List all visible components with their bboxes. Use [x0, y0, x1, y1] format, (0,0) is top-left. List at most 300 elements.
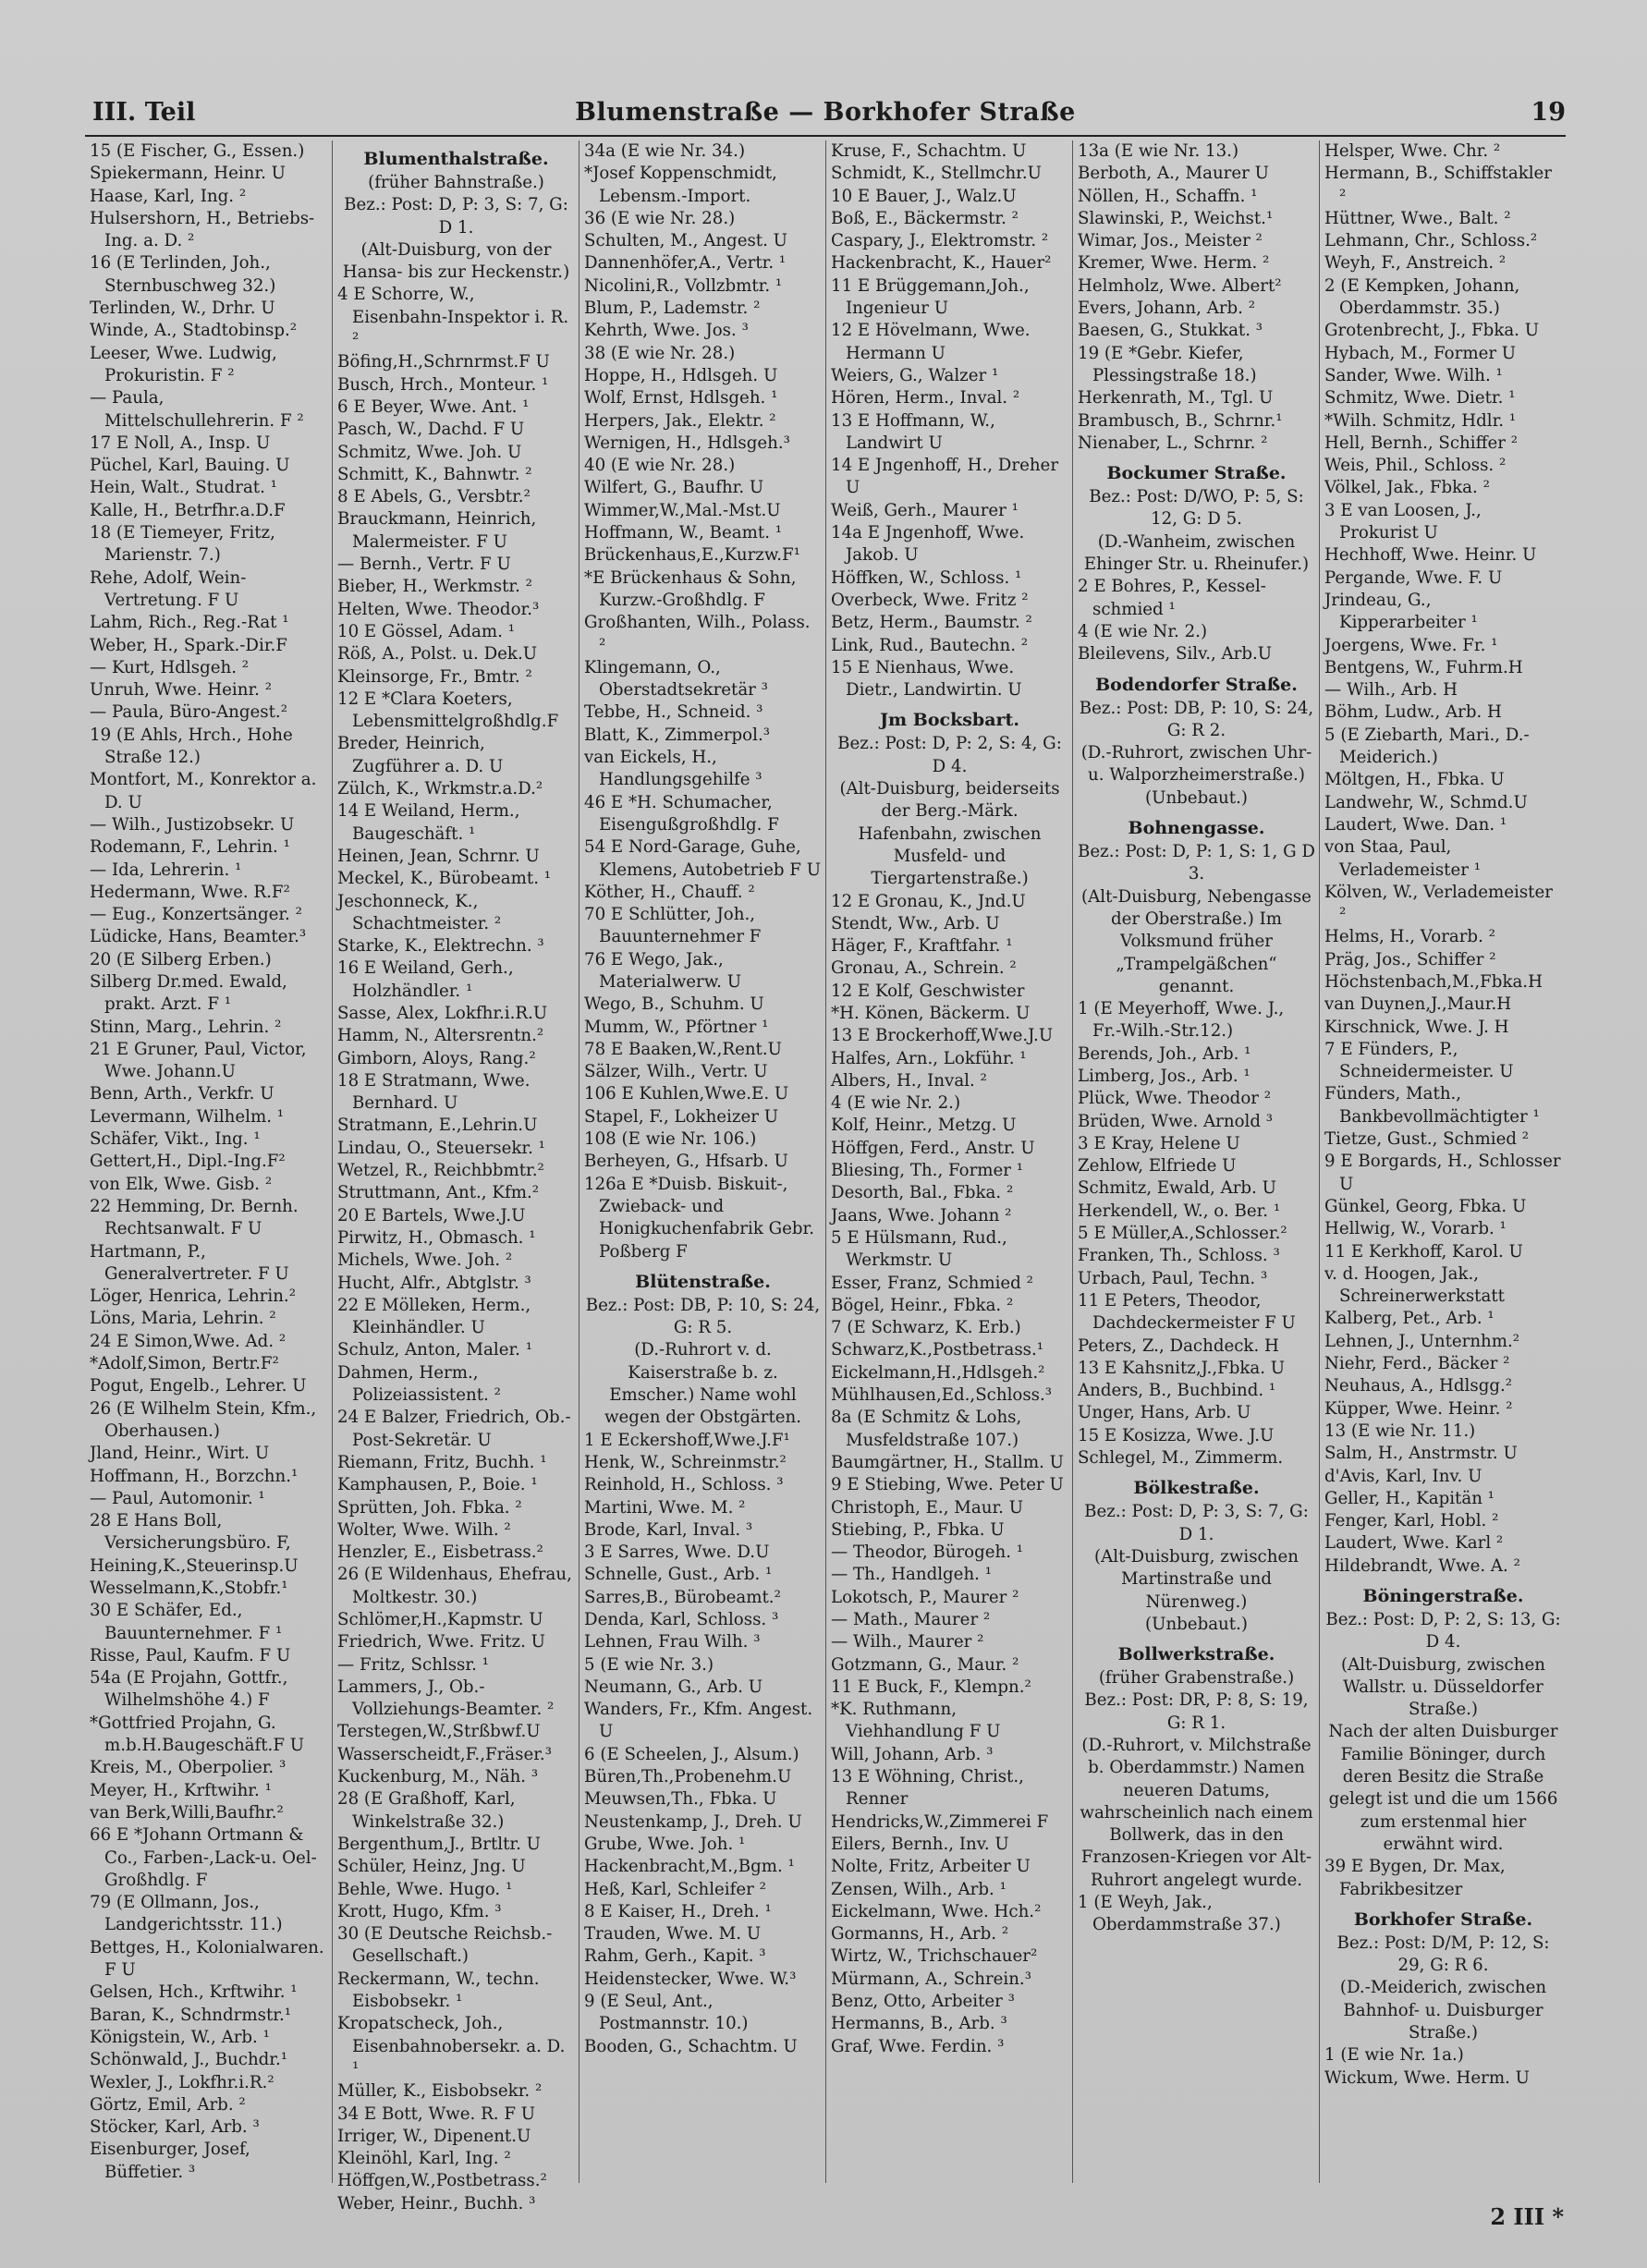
street-note: (D.-Ruhrort v. d. Kaiserstraße b. z. Emscher.) Name wohl wegen der Obstgärten. [604, 1340, 802, 1428]
directory-entry: Haase, Karl, Ing. ² [90, 186, 247, 206]
directory-entry: Brückenhaus,E.,Kurzw.F¹ [584, 545, 800, 566]
street-note: Bez.: Post: D/M, P: 12, S: 29, G: R 6. [1336, 1933, 1550, 1976]
directory-entry: Plück, Wwe. Theodor ² [1078, 1089, 1272, 1109]
directory-entry: Schmitz, Ewald, Arb. U [1078, 1178, 1276, 1199]
directory-entry: Schwarz,K.,Postbetrass.¹ [831, 1340, 1044, 1360]
directory-entry: Leeser, Wwe. Ludwig, Prokuristin. F ² [90, 343, 277, 385]
street-note: Bez.: Post: DB, P: 10, S: 24, G: R 2. [1079, 698, 1314, 740]
directory-entry: Sälzer, Wilh., Vertr. U [584, 1062, 768, 1082]
directory-entry: Tietze, Gust., Schmied ² [1324, 1129, 1530, 1150]
directory-entry: Kleinsorge, Fr., Bmtr. ² [337, 666, 532, 687]
directory-entry: 6 (E Scheelen, J., Alsum.) [584, 1744, 799, 1764]
directory-entry: Lehnen, Frau Wilh. ³ [584, 1632, 761, 1652]
directory-entry: Weiers, G., Walzer ¹ [831, 365, 999, 385]
directory-entry: — Paula, Büro-Angest.² [90, 702, 288, 723]
directory-entry: Neuhaus, A., Hdlsgg.² [1324, 1376, 1513, 1396]
directory-entry: Helsper, Wwe. Chr. ² [1324, 141, 1501, 161]
directory-entry: 79 (E Ollmann, Jos., Landgerichtsstr. 11.) [90, 1893, 283, 1935]
directory-entry: Grube, Wwe. Joh. ¹ [584, 1834, 746, 1854]
directory-entry: 21 E Gruner, Paul, Victor, Wwe. Johann.U [90, 1039, 307, 1082]
directory-entry: 13a (E wie Nr. 13.) [1078, 141, 1239, 161]
directory-entry: Silberg Dr.med. Ewald, prakt. Arzt. F ¹ [90, 971, 287, 1015]
directory-entry: Hell, Bernh., Schiffer ² [1324, 433, 1519, 453]
column-5 [1072, 140, 1319, 2183]
directory-entry: Kolf, Heinr., Metzg. U [831, 1116, 1017, 1136]
directory-entry: Höffken, W., Schloss. ¹ [831, 567, 1022, 588]
street-heading: Bockumer Straße. [1106, 463, 1287, 484]
directory-entry: Breder, Heinrich, Zugführer a. D. U [337, 734, 504, 776]
directory-entry: 24 E Balzer, Friedrich, Ob.-Post-Sekretär. U [337, 1408, 571, 1450]
directory-entry: Martini, Wwe. M. ² [584, 1497, 746, 1518]
directory-entry: Nicolini,R., Vollzbmtr. ¹ [584, 275, 783, 296]
directory-entry: Bliesing, Th., Former ¹ [831, 1161, 1024, 1181]
directory-entry: Gotzmann, G., Maur. ² [831, 1654, 1019, 1675]
directory-entry: Lindau, O., Steuersekr. ¹ [337, 1138, 545, 1158]
directory-entry: 12 E Hövelmann, Wwe. Hermann U [831, 321, 1031, 363]
directory-entry: Franken, Th., Schloss. ³ [1078, 1246, 1280, 1266]
directory-entry: Zehlow, Elfriede U [1078, 1156, 1237, 1177]
directory-entry: Brauckmann, Heinrich, Malermeister. F U [337, 509, 537, 552]
directory-entry: Boß, E., Bäckermstr. ² [831, 208, 1019, 228]
directory-entry: Kalle, H., Betrfhr.a.D.F [90, 500, 286, 520]
street-note: Bez.: Post: D, P: 2, S: 4, G: D 4. [837, 734, 1062, 776]
directory-entry: Helms, H., Vorarb. ² [1324, 927, 1495, 947]
directory-entry: Christoph, E., Maur. U [831, 1497, 1024, 1518]
directory-entry: Hoppe, H., Hdlsgeh. U [584, 365, 778, 385]
street-note: Bez.: Post: D, P: 3, S: 7, G: D 1. [344, 195, 568, 238]
directory-entry: Hackenbracht, K., Hauer² [831, 253, 1052, 274]
directory-entry: 28 (E Graßhoff, Karl, Winkelstraße 32.) [337, 1789, 516, 1832]
signature-mark: 2 III * [1490, 2203, 1564, 2230]
directory-entry: Müller, K., Eisbobsekr. ² [337, 2081, 543, 2102]
directory-entry: Heß, Karl, Schleifer ² [584, 1879, 766, 1899]
directory-entry: Landwehr, W., Schmd.U [1324, 792, 1528, 812]
directory-entry: 15 E Kosizza, Wwe. J.U [1078, 1425, 1275, 1445]
page-header [85, 92, 1566, 133]
column-6 [1319, 140, 1566, 2183]
directory-entry: Lokotsch, P., Maurer ² [831, 1587, 1019, 1607]
directory-entry: Weis, Phil., Schloss. ² [1324, 456, 1507, 476]
directory-entry: Busch, Hrch., Monteur. ¹ [337, 374, 549, 395]
directory-entry: Kuckenburg, M., Näh. ³ [337, 1767, 539, 1787]
directory-entry: Brode, Karl, Inval. ³ [584, 1519, 753, 1540]
directory-entry: 70 E Schlütter, Joh., Bauunternehmer F [584, 905, 762, 947]
street-heading: Jm Bocksbart. [880, 710, 1019, 731]
street-note: (früher Grabenstraße.) [1098, 1668, 1295, 1689]
directory-entry: Hybach, M., Former U [1324, 343, 1517, 363]
directory-entry: Lüdicke, Hans, Beamter.³ [90, 927, 307, 947]
directory-entry: 1 E Eckershoff,Wwe.J.F¹ [584, 1430, 790, 1450]
directory-entry: Grotenbrecht, J., Fbka. U [1324, 321, 1540, 341]
directory-entry: Pirwitz, H., Obmasch. ¹ [337, 1227, 536, 1248]
directory-entry: *Wilh. Schmitz, Hdlr. ¹ [1324, 410, 1517, 431]
directory-entry: Bentgens, W., Fuhrm.H [1324, 657, 1523, 677]
directory-entry: d'Avis, Karl, Inv. U [1324, 1466, 1482, 1486]
street-heading: Borkhofer Straße. [1353, 1908, 1533, 1930]
directory-entry: 13 (E wie Nr. 11.) [1324, 1421, 1476, 1441]
directory-entry: Kropatscheck, Joh., Eisenbahnobersekr. a. D. ¹ [337, 2014, 566, 2079]
directory-entry: Eilers, Bernh., Inv. U [831, 1834, 1009, 1854]
street-note: (früher Bahnstraße.) [368, 173, 544, 192]
directory-entry: Brüden, Wwe. Arnold ³ [1078, 1111, 1274, 1131]
directory-entry: Bieber, H., Werkmstr. ² [337, 577, 532, 597]
directory-entry: 26 (E Wilhelm Stein, Kfm., Oberhausen.) [90, 1398, 317, 1441]
directory-entry: 1 (E Weyh, Jak., Oberdammstraße 37.) [1078, 1893, 1281, 1935]
directory-entry: 40 (E wie Nr. 28.) [584, 456, 736, 476]
directory-entry: Meuwsen,Th., Fbka. U [584, 1789, 777, 1810]
directory-entry: Will, Johann, Arb. ³ [831, 1744, 994, 1764]
directory-entry: Wasserscheidt,F.,Fräser.³ [337, 1744, 552, 1764]
directory-entry: Albers, H., Inval. ² [831, 1070, 987, 1091]
directory-entry: Dahmen, Herm., Polizeiassistent. ² [337, 1362, 501, 1406]
directory-entry: 13 E Kahsnitz,J.,Fbka. U [1078, 1358, 1286, 1378]
directory-entry: Berboth, A., Maurer U [1078, 164, 1269, 184]
directory-entry: Unruh, Wwe. Heinr. ² [90, 680, 273, 701]
directory-entry: Schlömer,H.,Kapmstr. U [337, 1610, 543, 1629]
directory-entry: — Theodor, Bürogeh. ¹ [831, 1542, 1024, 1563]
directory-entry: Eisenburger, Josef, Büffetier. ³ [90, 2140, 250, 2182]
directory-entry: 1 (E wie Nr. 1a.) [1324, 2045, 1464, 2066]
directory-entry: Hildebrandt, Wwe. A. ² [1324, 1555, 1520, 1576]
directory-entry: 5 E Hülsmann, Rud., Werkmstr. U [831, 1227, 1007, 1271]
directory-entry: 12 E Kolf, Geschwister [831, 981, 1025, 1001]
directory-entry: Kamphausen, P., Boie. ¹ [337, 1475, 538, 1495]
directory-entry: Esser, Franz, Schmied ² [831, 1273, 1033, 1293]
directory-entry: Struttmann, Ant., Kfm.² [337, 1183, 540, 1203]
directory-entry: 106 E Kuhlen,Wwe.E. U [584, 1084, 789, 1104]
directory-entry: Jeschonneck, K., Schachtmeister. ² [337, 891, 502, 933]
directory-entry: Blatt, K., Zimmerpol.³ [584, 725, 771, 745]
directory-entry: Jrindeau, G., Kipperarbeiter ¹ [1324, 590, 1478, 633]
directory-entry: 9 E Stiebing, Wwe. Peter U [831, 1475, 1064, 1495]
directory-entry: 12 E Gronau, K., Jnd.U [831, 891, 1026, 911]
directory-entry: Schnelle, Gust., Arb. ¹ [584, 1565, 773, 1585]
directory-entry: — Math., Maurer ² [831, 1610, 991, 1629]
directory-entry: Peters, Z., Dachdeck. H [1078, 1335, 1279, 1356]
directory-entry: Riemann, Fritz, Buchh. ¹ [337, 1452, 547, 1472]
directory-entry: Großhanten, Wilh., Polass. ² [584, 613, 811, 655]
directory-entry: 10 E Bauer, J., Walz.U [831, 186, 1017, 206]
directory-entry: Bleilevens, Silv., Arb.U [1078, 644, 1273, 665]
header-rule [85, 135, 1566, 137]
directory-entry: Kölven, W., Verlademeister ² [1324, 882, 1553, 925]
directory-entry: Wolter, Wwe. Wilh. ² [337, 1519, 511, 1540]
directory-entry: 19 (E *Gebr. Kiefer, Plessingstraße 18.) [1078, 343, 1257, 385]
street-note: Bez.: Post: D, P: 3, S: 7, G: D 1. [1084, 1502, 1309, 1544]
directory-entry: Hartmann, P., Generalvertreter. F U [90, 1241, 289, 1284]
column-1 [85, 140, 332, 2183]
directory-entry: 34a (E wie Nr. 34.) [584, 141, 746, 161]
directory-entry: Lehmann, Chr., Schloss.² [1324, 231, 1538, 251]
directory-entry: Caspary, J., Elektromstr. ² [831, 231, 1049, 251]
directory-entry: Hucht, Alfr., Abtglstr. ³ [337, 1273, 531, 1293]
directory-entry: Kremer, Wwe. Herm. ² [1078, 253, 1270, 274]
directory-entry: Lehnen, J., Unternhm.² [1324, 1331, 1520, 1351]
directory-entry: Baumgärtner, H., Stallm. U [831, 1452, 1064, 1472]
directory-entry: 6 E Beyer, Wwe. Ant. ¹ [337, 396, 530, 417]
directory-entry: Hechhoff, Wwe. Heinr. U [1324, 545, 1537, 566]
directory-entry: von Staa, Paul, Verlademeister ¹ [1324, 837, 1481, 880]
part-label: III. Teil [92, 98, 196, 127]
directory-entry: Zensen, Wilh., Arb. ¹ [831, 1879, 1006, 1899]
directory-entry: 126a E *Duisb. Biskuit-, Zwieback- und Honigkuchenfabrik Gebr. Poßberg F [584, 1174, 815, 1262]
directory-entry: Klingemann, O., Oberstadtsekretär ³ [584, 657, 768, 701]
directory-entry: Link, Rud., Bautechn. ² [831, 635, 1029, 655]
directory-entry: Schäfer, Vikt., Ing. ¹ [90, 1129, 261, 1150]
directory-entry: Kruse, F., Schachtm. U [831, 141, 1027, 161]
directory-entry: 5 E Müller,A.,Schlosser.² [1078, 1224, 1287, 1244]
directory-entry: Gormanns, H., Arb. ² [831, 1924, 1009, 1945]
directory-entry: Sprütten, Joh. Fbka. ² [337, 1497, 522, 1518]
directory-entry: — Wilh., Maurer ² [831, 1632, 984, 1652]
directory-entry: 22 E Mölleken, Herm., Kleinhändler. U [337, 1295, 531, 1338]
street-heading: Bölkestraße. [1133, 1478, 1260, 1499]
directory-entry: *Adolf,Simon, Bertr.F² [90, 1354, 279, 1374]
directory-entry: Röß, A., Polst. u. Dek.U [337, 644, 538, 665]
directory-entry: 30 E Schäfer, Ed., Bauunternehmer. F ¹ [90, 1601, 283, 1643]
directory-entry: 15 (E Fischer, G., Essen.) [90, 141, 305, 161]
directory-entry: 46 E *H. Schumacher, Eisengußgroßhdlg. F [584, 792, 779, 835]
directory-entry: 12 E *Clara Koeters, Lebensmittelgroßhdlg.F [337, 689, 559, 732]
street-note: Nach der alten Duisburger Familie Böninger, durch deren Besitz die Straße gelegt ist und die um 1566 zum erstenmal hier erwähnt wird. [1328, 1722, 1558, 1854]
directory-entry: Weber, H., Spark.-Dir.F [90, 635, 287, 655]
directory-entry: 16 E Weiland, Gerh., Holzhändler. ¹ [337, 958, 514, 1001]
street-note: Bez.: Post: D, P: 2, S: 13, G: D 4. [1325, 1610, 1561, 1652]
directory-entry: Brambusch, B., Schrnr.¹ [1078, 410, 1283, 431]
directory-entry: Wesselmann,K.,Stobfr.¹ [90, 1579, 288, 1598]
directory-entry: Nienaber, L., Schrnr. ² [1078, 433, 1268, 453]
directory-entry: — Bernh., Vertr. F U [337, 555, 511, 575]
directory-entry: Präg, Jos., Schiffer ² [1324, 949, 1496, 969]
directory-entry: Spiekermann, Heinr. U [90, 164, 286, 184]
directory-entry: Niehr, Ferd., Bäcker ² [1324, 1354, 1510, 1374]
directory-entry: 18 E Stratmann, Wwe. Bernhard. U [337, 1070, 531, 1114]
street-note: (D.-Ruhrort, zwischen Uhr- u. Walporzheimerstraße.) [1080, 743, 1312, 786]
page-number: 19 [1531, 98, 1566, 127]
directory-entry: Rehe, Adolf, Wein-Vertretung. F U [90, 567, 247, 610]
directory-entry: Völkel, Jak., Fbka. ² [1324, 478, 1490, 498]
directory-entry: *E Brückenhaus & Sohn, Kurzw.-Großhdlg. F [584, 567, 797, 610]
directory-entry: Jaans, Wwe. Johann ² [831, 1205, 1012, 1225]
directory-entry: *Josef Koppenschmidt, Lebensm.-Import. [584, 164, 777, 206]
directory-entry: Bögel, Heinr., Fbka. ² [831, 1295, 1014, 1315]
directory-entry: Püchel, Karl, Bauing. U [90, 456, 290, 476]
directory-entry: Stöcker, Karl, Arb. ³ [90, 2117, 260, 2138]
directory-entry: van Duynen,J.,Maur.H [1324, 994, 1512, 1015]
directory-entry: Pasch, W., Dachd. F U [337, 420, 525, 440]
directory-entry: 22 Hemming, Dr. Bernh. Rechtsanwalt. F U [90, 1196, 299, 1239]
directory-entry: Hackenbracht,M.,Bgm. ¹ [584, 1857, 795, 1877]
directory-entry: Risse, Paul, Kaufm. F U [90, 1645, 291, 1665]
street-note: (D.-Wanheim, zwischen Ehinger Str. u. Rheinufer.) [1083, 531, 1310, 575]
directory-entry: 13 E Hoffmann, W., Landwirt U [831, 410, 995, 453]
directory-entry: 30 (E Deutsche Reichsb.-Gesellschaft.) [337, 1924, 553, 1967]
directory-entry: Mürmann, A., Schrein.³ [831, 1969, 1032, 1989]
directory-entry: 13 E Wöhning, Christ., Renner [831, 1767, 1024, 1810]
directory-entry: — Eug., Konzertsänger. ² [90, 905, 302, 925]
directory-entry: 4 E Schorre, W., Eisenbahn-Inspektor i. R. ² [337, 285, 569, 350]
directory-entry: Herkendell, W., o. Ber. ¹ [1078, 1201, 1281, 1221]
street-heading: Blumenthalstraße. [363, 149, 549, 169]
directory-entry: Blum, P., Lademstr. ² [584, 299, 761, 319]
directory-entry: Desorth, Bal., Fbka. ² [831, 1183, 1014, 1203]
directory-entry: Berends, Joh., Arb. ¹ [1078, 1043, 1251, 1064]
street-heading: Bodendorfer Straße. [1095, 674, 1298, 695]
directory-entry: 15 E Nienhaus, Wwe. Dietr., Landwirtin. U [831, 657, 1022, 701]
directory-entry: Weber, Heinr., Buchh. ³ [337, 2193, 536, 2213]
directory-entry: van Berk,Willi,Baufhr.² [90, 1802, 284, 1823]
directory-entry: Höffgen,W.,Postbetrass.² [337, 2171, 547, 2191]
directory-entry: 4 (E wie Nr. 2.) [1078, 621, 1208, 641]
directory-entry: 7 E Fünders, P., Schneidermeister. U [1324, 1039, 1514, 1082]
directory-columns [85, 140, 1566, 2213]
directory-entry: Weiß, Gerh., Maurer ¹ [831, 500, 1019, 520]
directory-entry: Pogut, Engelb., Lehrer. U [90, 1376, 307, 1396]
directory-entry: Gronau, A., Schrein. ² [831, 958, 1017, 979]
directory-entry: Büren,Th.,Probenehm.U [584, 1767, 792, 1787]
street-note: (Alt-Duisburg, von der Hansa- bis zur Heckenstr.) [342, 239, 570, 283]
directory-entry: 11 E Brüggemann,Joh., Ingenieur U [831, 275, 1030, 319]
directory-entry: Meckel, K., Bürobeamt. ¹ [337, 869, 552, 889]
directory-entry: Günkel, Georg, Fbka. U [1324, 1196, 1527, 1216]
directory-entry: Schulz, Anton, Maler. ¹ [337, 1340, 533, 1360]
directory-entry: Anders, B., Buchbind. ¹ [1078, 1381, 1276, 1401]
directory-entry: 76 E Wego, Jak., Materialwerw. U [584, 949, 742, 992]
column-3 [579, 140, 825, 2183]
directory-entry: Levermann, Wilhelm. ¹ [90, 1106, 285, 1127]
directory-entry: 14a E Jngenhoff, Wwe. Jakob. U [831, 523, 1025, 566]
directory-entry: Schüler, Heinz, Jng. U [337, 1857, 526, 1877]
directory-entry: Geller, H., Kapitän ¹ [1324, 1488, 1494, 1508]
directory-entry: Henzler, E., Eisbetrass.² [337, 1542, 543, 1563]
directory-entry: 19 (E Ahls, Hrch., Hohe Straße 12.) [90, 725, 293, 768]
street-note: (Unbebaut.) [1145, 1614, 1248, 1634]
directory-entry: *H. Könen, Bäckerm. U [831, 1003, 1031, 1023]
directory-entry: Möltgen, H., Fbka. U [1324, 770, 1505, 790]
directory-entry: 7 (E Schwarz, K. Erb.) [831, 1318, 1021, 1338]
directory-entry: Wirtz, W., Trichschauer² [831, 1946, 1038, 1967]
directory-entry: *Gottfried Projahn, G. m.b.H.Baugeschäft.F U [90, 1713, 305, 1756]
directory-entry: van Eickels, H., Handlungsgehilfe ³ [584, 748, 762, 790]
directory-entry: 3 E van Loosen, J., Prokurist U [1324, 500, 1482, 543]
directory-entry: Köther, H., Chauff. ² [584, 882, 755, 902]
directory-entry: Terlinden, W., Drhr. U [90, 299, 275, 319]
directory-entry: Hermanns, B., Arb. ³ [831, 2014, 1007, 2034]
directory-entry: 54a (E Projahn, Gottfr., Wilhelmshöhe 4.) F [90, 1668, 288, 1711]
directory-entry: Hellwig, W., Vorarb. ¹ [1324, 1219, 1507, 1239]
directory-entry: 24 E Simon,Wwe. Ad. ² [90, 1331, 287, 1351]
directory-entry: Behle, Wwe. Hugo. ¹ [337, 1879, 513, 1899]
directory-entry: von Elk, Wwe. Gisb. ² [90, 1174, 273, 1194]
street-note: (D.-Ruhrort, v. Milchstraße b. Oberdammstr.) Namen neueren Datums, wahrscheinlich nach einem Bollwerk, das in den Franzosen-Kriegen vor Alt-Ruhrort angelegt wurde. [1080, 1736, 1313, 1890]
directory-entry: Meyer, H., Krftwihr. ¹ [90, 1780, 272, 1800]
directory-entry: Eickelmann,H.,Hdlsgeh.² [831, 1362, 1045, 1383]
directory-entry: 2 E Bohres, P., Kessel-schmied ¹ [1078, 577, 1266, 619]
directory-entry: Stapel, F., Lokheizer U [584, 1106, 779, 1127]
directory-entry: — Paul, Automonir. ¹ [90, 1488, 265, 1508]
directory-entry: 11 E Buck, F., Klempn.² [831, 1677, 1031, 1697]
directory-entry: Höchstenbach,M.,Fbka.H [1324, 971, 1543, 992]
directory-entry: 66 E *Johann Ortmann & Co., Farben-,Lack-u. Oel-Großhdlg. F [90, 1825, 317, 1890]
directory-entry: Heinen, Jean, Schrnr. U [337, 846, 540, 866]
directory-entry: Baesen, G., Stukkat. ³ [1078, 321, 1263, 341]
directory-entry: — Paula, Mittelschullehrerin. F ² [90, 388, 304, 431]
street-note: (Unbebaut.) [1145, 787, 1248, 808]
directory-entry: Michels, Wwe. Joh. ² [337, 1250, 513, 1271]
directory-entry: Helten, Wwe. Theodor.³ [337, 599, 540, 619]
column-2 [332, 140, 579, 2213]
directory-entry: Heidenstecker, Wwe. W.³ [584, 1969, 797, 1989]
directory-entry: Böfing,H.,Schrnrmst.F U [337, 352, 550, 372]
directory-entry: Neustenkamp, J., Dreh. U [584, 1811, 802, 1832]
directory-entry: 10 E Gössel, Adam. ¹ [337, 621, 515, 641]
directory-entry: Denda, Karl, Schloss. ³ [584, 1610, 779, 1629]
directory-entry: Schmitt, K., Bahnwtr. ² [337, 464, 532, 484]
directory-entry: Wimar, Jos., Meister ² [1078, 231, 1263, 251]
street-note: (Alt-Duisburg, zwischen Wallstr. u. Düsseldorfer Straße.) [1341, 1654, 1545, 1720]
directory-entry: 78 E Baaken,W.,Rent.U [584, 1039, 782, 1059]
street-heading: Blütenstraße. [635, 1271, 771, 1292]
directory-entry: Kreis, M., Oberpolier. ³ [90, 1758, 287, 1778]
directory-entry: Mühlhausen,Ed.,Schloss.³ [831, 1385, 1053, 1406]
directory-entry: 36 (E wie Nr. 28.) [584, 208, 736, 228]
directory-entry: Herpers, Jak., Elektr. ² [584, 410, 776, 431]
directory-entry: Jland, Heinr., Wirt. U [90, 1444, 270, 1464]
directory-entry: Winde, A., Stadtobinsp.² [90, 321, 298, 341]
directory-entry: Hulsershorn, H., Betriebs-Ing. a. D. ² [90, 208, 315, 251]
directory-entry: Wego, B., Schuhm. U [584, 994, 764, 1015]
street-heading: Bollwerkstraße. [1117, 1644, 1275, 1665]
directory-entry: Stiebing, P., Fbka. U [831, 1519, 1005, 1540]
directory-entry: Dannenhöfer,A., Vertr. ¹ [584, 253, 787, 274]
directory-entry: Böhm, Ludw., Arb. H [1324, 702, 1502, 723]
directory-entry: 26 (E Wildenhaus, Ehefrau, Moltkestr. 30.) [337, 1565, 572, 1607]
directory-entry: 17 E Noll, A., Insp. U [90, 433, 271, 453]
directory-entry: Salm, H., Anstrmstr. U [1324, 1444, 1518, 1464]
directory-entry: Weyh, F., Anstreich. ² [1324, 253, 1507, 274]
directory-entry: 14 E Jngenhoff, H., Dreher U [831, 456, 1059, 498]
directory-entry: Löns, Maria, Lehrin. ² [90, 1309, 276, 1329]
directory-entry: Sarres,B., Bürobeamt.² [584, 1587, 781, 1607]
directory-entry: Kehrth, Wwe. Jos. ³ [584, 321, 749, 341]
directory-entry: Starke, K., Elektrechn. ³ [337, 936, 544, 957]
directory-entry: Wickum, Wwe. Herm. U [1324, 2067, 1530, 2088]
directory-entry: 16 (E Terlinden, Joh., Sternbuschweg 32.) [90, 253, 276, 296]
directory-entry: Benz, Otto, Arbeiter ³ [831, 1992, 1015, 2012]
directory-entry: Trauden, Wwe. M. U [584, 1924, 762, 1945]
directory-entry: Henk, W., Schreinmstr.² [584, 1452, 787, 1472]
directory-entry: 5 (E wie Nr. 3.) [584, 1654, 714, 1675]
directory-entry: 38 (E wie Nr. 28.) [584, 343, 736, 363]
street-note: Bez.: Post: D/WO, P: 5, S: 12, G: D 5. [1089, 487, 1304, 530]
directory-entry: Fünders, Math., Bankbevollmächtigter ¹ [1324, 1084, 1540, 1127]
directory-entry: — Wilh., Arb. H [1324, 680, 1458, 701]
directory-entry: Hören, Herm., Inval. ² [831, 388, 1020, 408]
directory-entry: Sander, Wwe. Wilh. ¹ [1324, 365, 1503, 385]
directory-entry: 39 E Bygen, Dr. Max, Fabrikbesitzer [1324, 1857, 1506, 1899]
directory-entry: Stinn, Marg., Lehrin. ² [90, 1017, 282, 1037]
directory-entry: Joergens, Wwe. Fr. ¹ [1324, 635, 1498, 655]
directory-entry: Benn, Arth., Verkfr. U [90, 1084, 274, 1104]
directory-entry: Stratmann, E.,Lehrin.U [337, 1116, 538, 1136]
directory-entry: Graf, Wwe. Ferdin. ³ [831, 2036, 1005, 2056]
directory-entry: 3 E Kray, Helene U [1078, 1133, 1240, 1153]
directory-entry: 9 (E Seul, Ant., Postmannstr. 10.) [584, 1992, 749, 2034]
directory-entry: 108 (E wie Nr. 106.) [584, 1129, 757, 1150]
directory-entry: Friedrich, Wwe. Fritz. U [337, 1632, 546, 1652]
directory-entry: 20 E Bartels, Wwe.J.U [337, 1205, 526, 1225]
directory-entry: Herkenrath, M., Tgl. U [1078, 388, 1274, 408]
